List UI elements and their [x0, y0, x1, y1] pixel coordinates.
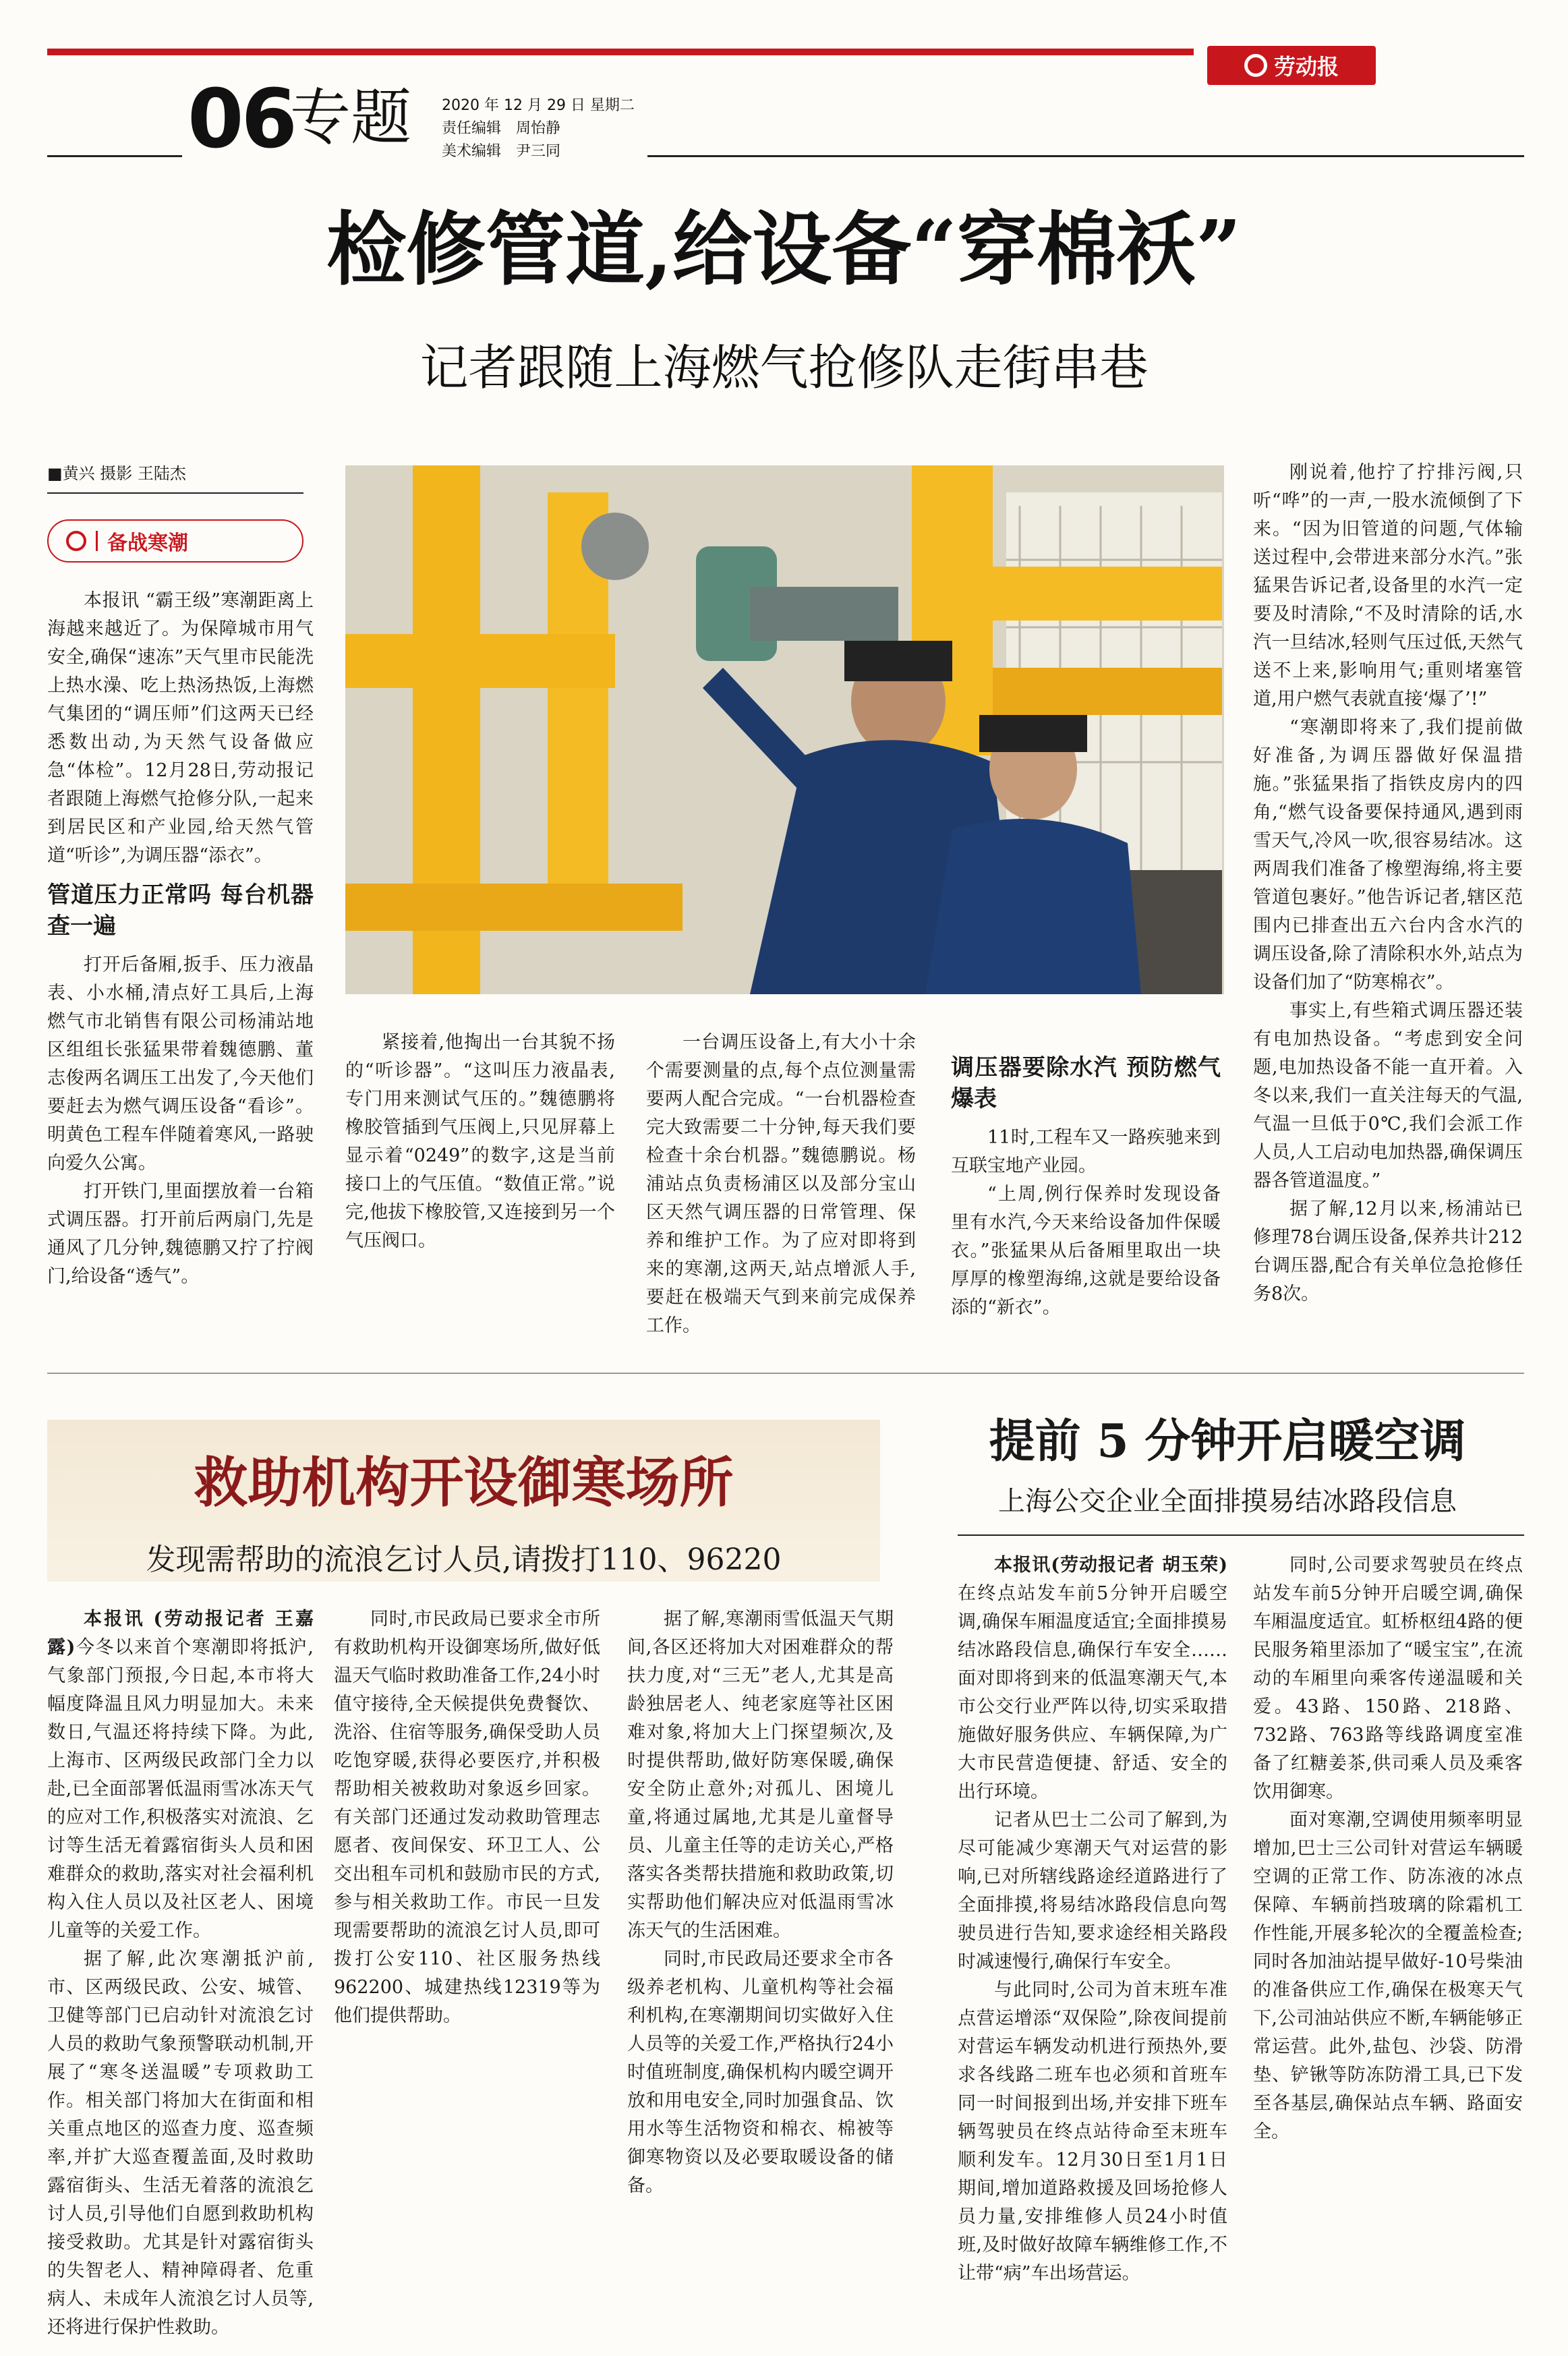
main-paragraph-10: 事实上,有些箱式调压器还装有电加热设备。“考虑到安全问题,电加热设备不能一直开着。入冬以来,我们一直关注每天的气温,气温一旦低于0℃,我们会派工作人员,人工启动电加热器,确保调压器各管道温度。” [1253, 1000, 1523, 1191]
main-paragraph-8: 刚说着,他拧了拧排污阀,只听“哗”的一声,一股水流倾倒了下来。“因为旧管道的问题,气体输送过程中,会带进来部分水汽。”张猛果告诉记者,设备里的水汽一定要及时清除,“不及时清除的话,水汽一旦结冰,轻则气压过低,天然气送不上来,影响用气;重则堵塞管道,用户燃气表就直接‘爆了’!” [1253, 462, 1523, 710]
main-paragraph-2: 打开后备厢,扳手、压力液晶表、小水桶,清点好工具后,上海燃气市北销售有限公司杨浦站地区组组长张猛果带着魏德鹏、董志俊两名调压工出发了,今天他们要赶去为燃气调压设备“看诊”。明黄色工程车伴随着寒风,一路驶向爱久公寓。 [47, 954, 314, 1174]
story-divider [47, 1373, 1524, 1374]
main-photo-illustration [345, 465, 1224, 994]
story3-subheadline: 上海公交企业全面排摸易结冰路段信息 [998, 1486, 1457, 1517]
main-column-3 [646, 1029, 916, 1352]
main-column-2 [345, 1029, 615, 1352]
story2-subheadline: 发现需帮助的流浪乞讨人员,请拨打110、96220 [146, 1543, 782, 1577]
story3-lead-label: 本报讯(劳动报记者 胡玉荣) [994, 1555, 1227, 1576]
main-paragraph-4: 紧接着,他掏出一台其貌不扬的“听诊器”。“这叫压力液晶表,专门用来测试气压的。”魏德鹏将橡胶管插到气压阀上,只见屏幕上显示着“0249”的数字,这是当前接口上的气压值。“数值正常。”说完,他拔下橡胶管,又连接到另一个气压阀口。 [345, 1032, 615, 1251]
main-paragraph-6: 11时,工程车又一路疾驰来到互联宝地产业园。 [951, 1127, 1221, 1176]
masthead-name: 劳动报 [1273, 54, 1339, 80]
page-topic: 专题 [290, 82, 411, 153]
masthead-logo-icon [1244, 54, 1267, 77]
story2-headline: 救助机构开设御寒场所 [194, 1451, 734, 1514]
header-rule-left [47, 155, 182, 157]
main-paragraph-5: 一台调压设备上,有大小十余个需要测量的点,每个点位测量需要两人配合完成。“一台机器检查完大致需要二十分钟,每天我们要检查十余台机器。”魏德鹏说。杨浦站点负责杨浦区以及部分宝山区天然气调压器的日常管理、保养和维护工作。为了应对即将到来的寒潮,这两天,站点增派人手,要赶在极端天气到来前完成保养工作。 [646, 1032, 916, 1336]
story3-paragraph-2: 记者从巴士二公司了解到,为尽可能减少寒潮天气对运营的影响,已对所辖线路途经道路进行了全面排摸,将易结冰路段信息向驾驶员进行告知,要求途经相关路段时减速慢行,确保行车安全。 [958, 1810, 1227, 1972]
main-column-1 [47, 587, 314, 1291]
story2-column-1 [47, 1605, 314, 2340]
byline-rule [47, 492, 303, 494]
main-column-4 [951, 1052, 1221, 1352]
story2-paragraph-2: 据了解,此次寒潮抵沪前,市、区两级民政、公安、城管、卫健等部门已启动针对流浪乞讨人员的救助气象预警联动机制,开展了“寒冬送温暖”专项救助工作。相关部门将加大在街面和相关重点地区的巡查力度、巡查频率,并扩大巡查覆盖面,及时救助露宿街头、生活无着落的流浪乞讨人员,引导他们自愿到救助机构接受救助。尤其是针对露宿街头的失智老人、精神障碍者、危重病人、未成年人流浪乞讨人员等,还将进行保护性救助。 [47, 1949, 314, 2338]
top-red-rule [47, 49, 1194, 55]
story2-lead-label: 本报讯 (劳动报记者 王嘉露) [47, 1609, 314, 1658]
main-headline: 检修管道,给设备“穿棉袄” [326, 202, 1242, 296]
masthead [1207, 46, 1376, 85]
story2-paragraph-4: 据了解,寒潮雨雪低温天气期间,各区还将加大对困难群众的帮扶力度,对“三无”老人,尤其是高龄独居老人、纯老家庭等社区困难对象,将加大上门探望频次,及时提供帮助,做好防寒保暖,确保安全防止意外;对孤儿、困境儿童,将通过属地,尤其是儿童督导员、儿童主任等的走访关心,严格落实各类帮扶措施和救助政策,切实帮助他们解决应对低温雨雪冰冻天气的生活困难。 [627, 1609, 894, 1941]
header-rule-right [647, 155, 1524, 157]
story3-paragraph-3: 与此同时,公司为首末班车准点营运增添“双保险”,除夜间提前对营运车辆发动机进行预热外,要求各线路二班车也必须和首班车同一时间报到出场,并安排下班车辆驾驶员在终点站待命至末班车顺利发车。12月30日至1月1日期间,增加道路救援及回场抢修人员力量,安排维修人员24小时值班,及时做好故障车辆维修工作,不让带“病”车出场营运。 [958, 1980, 1227, 2284]
tag-divider [96, 531, 98, 551]
page-date: 2020 年 12 月 29 日 星期二 [442, 97, 635, 114]
main-paragraph-3: 打开铁门,里面摆放着一台箱式调压器。打开前后两扇门,先是通风了几分钟,魏德鹏又拧了拧阀门,给设备“透气”。 [47, 1181, 314, 1287]
story3-paragraph-1: 在终点站发车前5分钟开启暖空调,确保车厢温度适宜;全面排摸易结冰路段信息,确保行车安全……面对即将到来的低温寒潮天气,本市公交行业严阵以待,切实采取措施做好服务供应、车辆保障,为广大市民营造便捷、舒适、安全的出行环境。 [958, 1583, 1227, 1802]
story3-column-2 [1253, 1551, 1523, 2340]
main-paragraph-9: “寒潮即将来了,我们提前做好准备,为调压器做好保温措施。”张猛果指了指铁皮房内的四角,“燃气设备要保持通风,遇到雨雪天气,冷风一吹,很容易结冰。这两周我们准备了橡塑海绵,将主要管道包裹好。”他告诉记者,辖区范围内已排查出五六台内含水汽的调压设备,除了清除积水外,站点为设备们加了“防寒棉衣”。 [1253, 717, 1523, 993]
story2-paragraph-1: 今冬以来首个寒潮即将抵沪,气象部门预报,今日起,本市将大幅度降温且风力明显加大。未来数日,气温还将持续下降。为此,上海市、区两级民政部门全力以赴,已全面部署低温雨雪冰冻天气的应对工作,积极落实对流浪、乞讨等生活无着露宿街头人员和困难群众的救助,落实对社会福利机构入住人员以及社区老人、困境儿童等的关爱工作。 [47, 1637, 314, 1941]
main-paragraph-7: “上周,例行保养时发现设备里有水汽,今天来给设备加件保暖衣。”张猛果从后备厢里取出一块厚厚的橡塑海绵,这就是要给设备添的“新衣”。 [951, 1184, 1221, 1318]
story3-rule [958, 1534, 1524, 1536]
section-tag [47, 519, 303, 563]
main-paragraph-11: 据了解,12月以来,杨浦站已修理78台调压设备,保养共计212台调压器,配合有关单位急抢修任务8次。 [1253, 1199, 1523, 1304]
section-tag-label: 备战寒潮 [107, 531, 188, 555]
story2-lead [47, 1605, 314, 1945]
page-number: 06 [187, 73, 295, 167]
main-column-5 [1253, 459, 1523, 1356]
main-subhead-2: 调压器要除水汽 预防燃气爆表 [951, 1054, 1221, 1112]
main-photo [345, 465, 1224, 994]
story3-paragraph-4: 同时,公司要求驾驶员在终点站发车前5分钟开启暖空调,确保车厢温度适宜。虹桥枢纽4路的便民服务箱里添加了“暖宝宝”,在流动的车厢里向乘客传递温暖和关爱。43路、150路、218路、732路、763路等线路调度室准备了红糖姜茶,供司乘人员及乘客饮用御寒。 [1253, 1555, 1523, 1802]
search-icon [66, 531, 86, 551]
page-info [442, 94, 635, 163]
story2-column-3 [627, 1605, 894, 2340]
main-paragraph-1: 本报讯 “霸王级”寒潮距离上海越来越近了。为保障城市用气安全,确保“速冻”天气里市民能洗上热水澡、吃上热汤热饭,上海燃气集团的“调压师”们这两天已经悉数出动,为天然气设备做应急“体检”。12月28日,劳动报记者跟随上海燃气抢修分队,一起来到居民区和产业园,给天然气管道“听诊”,为调压器“添衣”。 [47, 590, 314, 866]
story2-paragraph-5: 同时,市民政局还要求全市各级养老机构、儿童机构等社会福利机构,在寒潮期间切实做好入住人员等的关爱工作,严格执行24小时值班制度,确保机构内暖空调开放和用电安全,同时加强食品、饮用水等生活物资和棉衣、棉被等御寒物资以及必要取暖设备的储备。 [627, 1949, 894, 2196]
story3-paragraph-5: 面对寒潮,空调使用频率明显增加,巴士三公司针对营运车辆暖空调的正常工作、防冻液的冰点保障、车辆前挡玻璃的除霜机工作性能,开展多轮次的全覆盖检查;同时各加油站提早做好-10号柴油的准备供应工作,确保在极寒天气下,公司油站供应不断,车辆能够正常运营。此外,盐包、沙袋、防滑垫、铲锹等防冻防滑工具,已下发至各基层,确保站点车辆、路面安全。 [1253, 1810, 1523, 2142]
story3-column-1 [958, 1551, 1227, 2340]
main-subhead-1: 管道压力正常吗 每台机器查一遍 [47, 882, 314, 940]
story2-column-2 [334, 1605, 600, 2340]
page-art-editor: 美术编辑 尹三同 [442, 143, 561, 160]
story3-lead [958, 1551, 1227, 1806]
main-subheadline: 记者跟随上海燃气抢修队走街串巷 [419, 339, 1149, 396]
story2-paragraph-3: 同时,市民政局已要求全市所有救助机构开设御寒场所,做好低温天气临时救助准备工作,24小时值守接待,全天候提供免费餐饮、洗浴、住宿等服务,确保受助人员吃饱穿暖,获得必要医疗,并积极帮助相关被救助对象返乡回家。有关部门还通过发动救助管理志愿者、夜间保安、环卫工人、公交出租车司机和鼓励市民的方式,参与相关救助工作。市民一旦发现需要帮助的流浪乞讨人员,即可拨打公安110、社区服务热线962200、城建热线12319等为他们提供帮助。 [334, 1609, 600, 2026]
page-editor: 责任编辑 周怡静 [442, 120, 561, 137]
main-byline: ■黄兴 摄影 王陆杰 [47, 464, 186, 483]
story3-headline: 提前 5 分钟开启暖空调 [989, 1414, 1466, 1468]
